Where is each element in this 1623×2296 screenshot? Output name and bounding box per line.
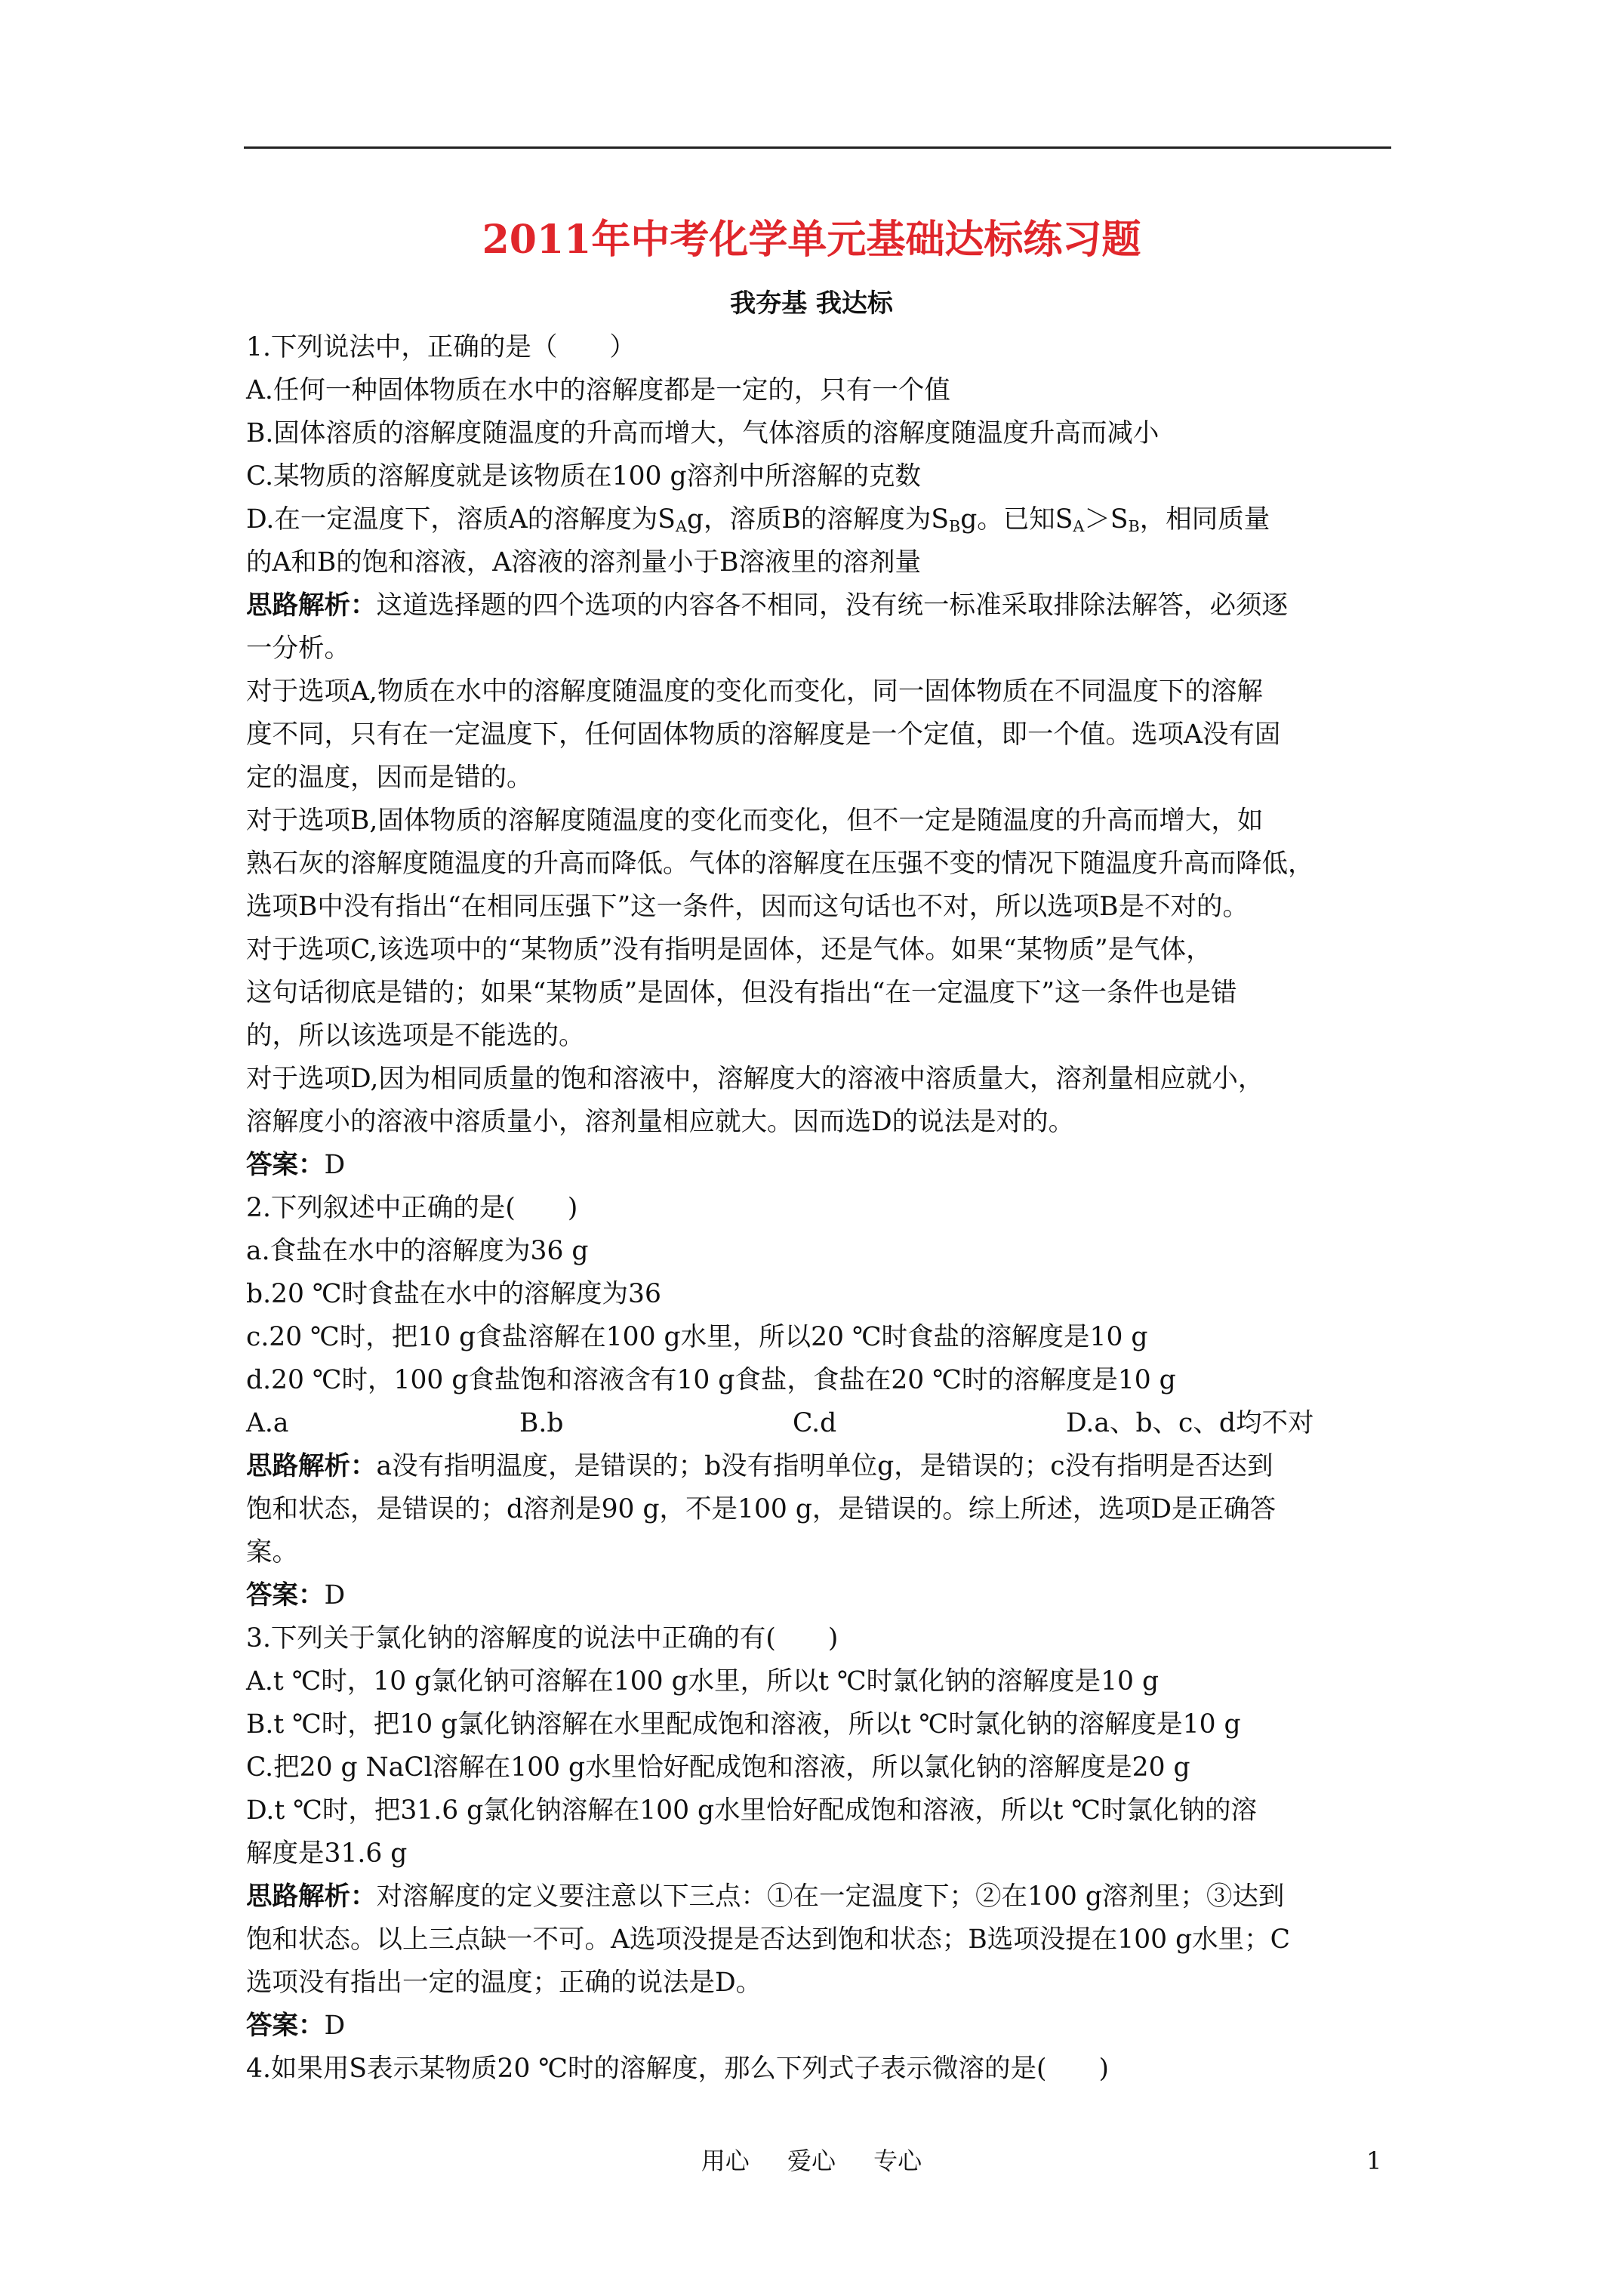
q2-statement-a: a.食盐在水中的溶解度为36 g (246, 1236, 589, 1266)
footer-motto-3: 专心 (873, 2147, 922, 2175)
q1-option-d-line1: D.在一定温度下，溶质A的溶解度为$S_Ag$，溶质B的溶解度为$S_Bg$。已知$S_A>S_B$，相同质量 (246, 504, 1270, 536)
q2-choice-b: B.b (519, 1408, 564, 1438)
section-subtitle: 我夯基 我达标 (730, 288, 893, 319)
q3-answer: 答案：D (246, 2011, 346, 2041)
q1-option-a: A.任何一种固体物质在水中的溶解度都是一定的，只有一个值 (246, 375, 950, 405)
q1-para-a1: 对于选项A,物质在水中的溶解度随温度的变化而变化，同一固体物质在不同温度下的溶解 (246, 676, 1263, 707)
q2-choice-a: A.a (246, 1408, 289, 1438)
document-body (246, 326, 1392, 2091)
q3-option-b: B.t ℃时，把10 g氯化钠溶解在水里配成饱和溶液，所以t ℃时氯化钠的溶解度是10 g (246, 1709, 1241, 1740)
q1-para-b1: 对于选项B,固体物质的溶解度随温度的变化而变化，但不一定是随温度的升高而增大，如 (246, 806, 1264, 836)
q3-analysis: 思路解析：对溶解度的定义要注意以下三点：①在一定温度下；②在100 g溶剂里；③达到 (246, 1881, 1285, 1912)
footer-motto-1: 用心 (701, 2147, 750, 2175)
q1-para-d1: 对于选项D,因为相同质量的饱和溶液中，溶解度大的溶液中溶质量大，溶剂量相应就小， (246, 1064, 1264, 1094)
header-rule (244, 146, 1391, 149)
q2-statement-d: d.20 ℃时，100 g食盐饱和溶液含有10 g食盐，食盐在20 ℃时的溶解度是10 g (246, 1365, 1176, 1395)
q1-option-d-line2: 的A和B的饱和溶液，A溶液的溶剂量小于B溶液里的溶剂量 (246, 547, 922, 578)
q1-para-c2: 这句话彻底是错的；如果“某物质”是固体，但没有指出“在一定温度下”这一条件也是错 (246, 978, 1237, 1008)
q1-para-b2: 熟石灰的溶解度随温度的升高而降低。气体的溶解度在压强不变的情况下随温度升高而降低， (246, 849, 1314, 879)
q2-choice-d: D.a、b、c、d均不对 (1066, 1408, 1314, 1438)
q3-stem: 3.下列关于氯化钠的溶解度的说法中正确的有( ) (246, 1623, 839, 1653)
q2-choice-c: C.d (793, 1408, 837, 1438)
q1-analysis: 思路解析：这道选择题的四个选项的内容各不相同，没有统一标准采取排除法解答，必须逐 (246, 590, 1288, 621)
q2-stem: 2.下列叙述中正确的是( ) (246, 1193, 578, 1223)
q2-statement-b: b.20 ℃时食盐在水中的溶解度为36 (246, 1279, 661, 1309)
q2-statement-c: c.20 ℃时，把10 g食盐溶解在100 g水里，所以20 ℃时食盐的溶解度是10 g (246, 1322, 1148, 1352)
q1-para-a3: 定的温度，因而是错的。 (246, 763, 533, 793)
footer-motto-2: 爱心 (787, 2147, 836, 2175)
q1-option-c: C.某物质的溶解度就是该物质在100 g溶剂中所溶解的克数 (246, 461, 922, 492)
q3-option-a: A.t ℃时，10 g氯化钠可溶解在100 g水里，所以t ℃时氯化钠的溶解度是10 g (246, 1666, 1160, 1697)
q1-para-d2: 溶解度小的溶液中溶质量小，溶剂量相应就大。因而选D的说法是对的。 (246, 1107, 1075, 1137)
document-title: 2011年中考化学单元基础达标练习题 (482, 217, 1141, 263)
q1-para-b3: 选项B中没有指出“在相同压强下”这一条件，因而这句话也不对，所以选项B是不对的。 (246, 892, 1249, 922)
q2-analysis-cont1: 饱和状态，是错误的；d溶剂是90 g，不是100 g，是错误的。综上所述，选项D是正确答 (246, 1494, 1277, 1524)
q1-analysis-cont: 一分析。 (246, 633, 350, 664)
q3-option-c: C.把20 g NaCl溶解在100 g水里恰好配成饱和溶液，所以氯化钠的溶解度是20 g (246, 1752, 1190, 1783)
q2-analysis-cont2: 案。 (246, 1537, 298, 1567)
q1-para-c3: 的，所以该选项是不能选的。 (246, 1021, 585, 1051)
q1-para-a2: 度不同，只有在一定温度下，任何固体物质的溶解度是一个定值，即一个值。选项A没有固 (246, 720, 1281, 750)
q1-option-b: B.固体溶质的溶解度随温度的升高而增大，气体溶质的溶解度随温度升高而减小 (246, 418, 1160, 448)
q3-analysis-cont2: 选项没有指出一定的温度；正确的说法是D。 (246, 1968, 762, 1998)
q2-answer: 答案：D (246, 1580, 346, 1610)
q3-option-d-line2: 解度是31.6 g (246, 1838, 408, 1869)
q1-stem: 1.下列说法中，正确的是（ ） (246, 332, 636, 362)
q2-choices (246, 1402, 1392, 1445)
q3-analysis-cont1: 饱和状态。以上三点缺一不可。A选项没提是否达到饱和状态；B选项没提在100 g水里；C (246, 1925, 1291, 1955)
q1-answer: 答案：D (246, 1150, 346, 1180)
page-number: 1 (1366, 2147, 1382, 2175)
q4-stem: 4.如果用S表示某物质20 ℃时的溶解度，那么下列式子表示微溶的是( ) (246, 2054, 1109, 2084)
q1-para-c1: 对于选项C,该选项中的“某物质”没有指明是固体，还是气体。如果“某物质”是气体， (246, 935, 1212, 965)
q2-analysis: 思路解析：a没有指明温度，是错误的；b没有指明单位g，是错误的；c没有指明是否达到 (246, 1451, 1273, 1481)
q3-option-d-line1: D.t ℃时，把31.6 g氯化钠溶解在100 g水里恰好配成饱和溶液，所以t ℃时氯化钠的溶 (246, 1795, 1258, 1826)
